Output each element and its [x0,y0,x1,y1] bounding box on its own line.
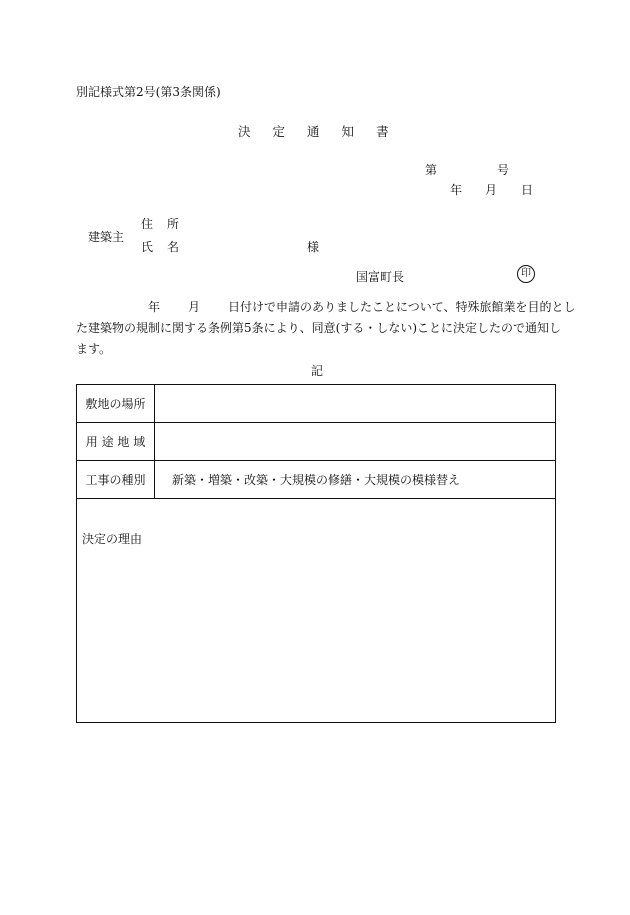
body-line-1 [76,297,576,318]
issuer-title: 国富町長 [356,270,405,284]
reason-label: 決定の理由 [82,532,143,546]
name-label-char: 氏 [141,240,154,254]
title-char: 書 [376,124,389,139]
builder-label: 建築主 [88,230,125,244]
body-line1-rest: 日付けで申請のありましたことについて、特殊旅館業を目的とし [228,300,576,314]
site-value[interactable] [155,385,555,422]
address-label-char: 所 [167,217,180,231]
address-label-char: 住 [141,217,154,231]
date-month: 月 [485,183,498,197]
zone-value[interactable] [155,423,555,460]
honorific: 様 [307,240,320,254]
name-label-char: 名 [167,240,180,254]
body-line-2: た建築物の規制に関する条例第5条により、同意(する・しない)ことに決定したので通知し [76,321,562,335]
body-line-3: ます。 [76,342,112,356]
decision-table [76,384,556,723]
table-row-site [77,385,555,423]
zone-label: 用 途 地 域 [77,423,155,460]
date-year: 年 [450,183,463,197]
document-title [238,122,389,140]
seal-mark: 印 [517,265,535,283]
title-char: 定 [272,124,286,139]
ki-heading: 記 [311,364,324,378]
body-month: 月 [188,300,201,314]
title-char: 通 [307,124,320,139]
notice-body [76,297,576,360]
document-number-suffix: 号 [497,163,510,177]
work-type-label: 工事の種別 [77,461,155,498]
form-number: 別記様式第2号(第3条関係) [76,85,221,99]
title-char: 決 [238,124,251,139]
body-year: 年 [148,300,161,314]
table-row-work-type [77,461,555,499]
document-number-prefix: 第 [425,163,438,177]
table-row-zone [77,423,555,461]
title-char: 知 [341,124,355,139]
work-type-value[interactable]: 新築・増築・改築・大規模の修繕・大規模の模様替え [172,473,461,487]
date-day: 日 [521,183,534,197]
site-label: 敷地の場所 [77,385,155,422]
